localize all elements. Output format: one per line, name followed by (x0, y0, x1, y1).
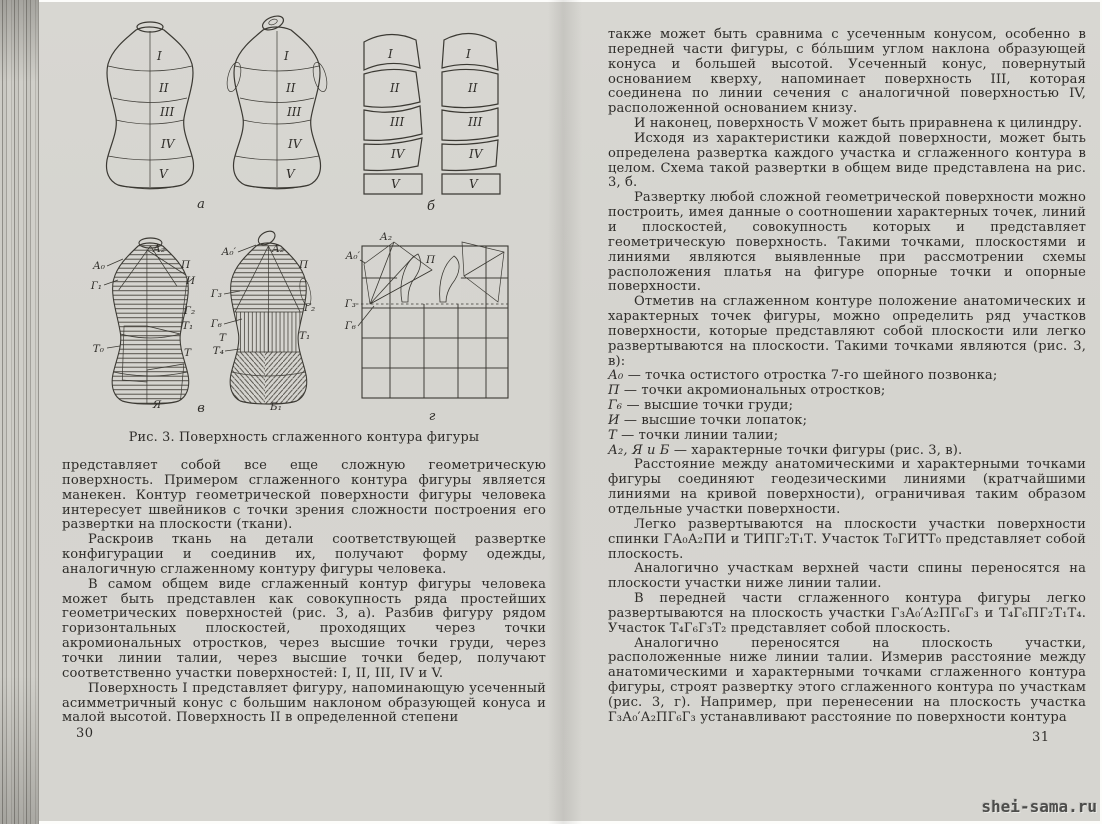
definition-item (608, 429, 1086, 444)
definition-term: Т (608, 427, 617, 443)
mannequin-v-back (108, 238, 192, 408)
definition-term: А₀ (608, 368, 624, 384)
figure-label: А₂ (271, 243, 285, 255)
definition-item (608, 444, 1086, 459)
watermark: shei-sama.ru (981, 797, 1097, 816)
figure-label: Т₀ (92, 343, 104, 355)
figure-label: Г₂ (304, 302, 316, 314)
figure-label: Т (218, 332, 226, 344)
figure-label: Т (184, 347, 192, 359)
paragraph: Отметив на сглаженном контуре положение анатомических и характерных точек фигуры, можно определить ряд участков поверхности, которые представляют собой плоскости или легко развертываются на плоскости. Такими точками являются (рис. 3, в): (608, 294, 1086, 369)
figure-group-label-a: а (197, 197, 205, 212)
figure-label: II (159, 81, 169, 95)
pattern-pieces-right-column (442, 33, 500, 194)
figure-label: Я (152, 399, 162, 411)
figure-label: А₀ (92, 260, 105, 272)
figure-label: IV (288, 137, 302, 151)
figure-label: IV (391, 147, 405, 161)
definition-text: — точки линии талии; (616, 427, 779, 443)
figure-label: II (390, 81, 400, 95)
figure-label: Б₁ (270, 401, 282, 413)
figure-label: III (390, 115, 405, 129)
figure-label: Т₁ (299, 330, 311, 342)
figure-label: V (391, 177, 400, 191)
figure-3-drawing (60, 12, 560, 426)
figure-label: П (181, 259, 191, 271)
figure-label: А₀′ (345, 250, 360, 262)
definition-item (608, 369, 1086, 384)
figure-label: Г₁ (90, 280, 102, 292)
figure-label: II (286, 81, 296, 95)
paragraph: Раскроив ткань на детали соответствующей развертке конфигурации и соединив их, получают форму одежды, аналогичную сглаженному контуру фигуры человека. (62, 532, 546, 577)
figure-label: Г₆ (344, 320, 356, 332)
figure-label: III (160, 105, 175, 119)
figure-label: III (468, 115, 483, 129)
paragraph: Аналогично участкам верхней части спины переносятся на плоскости участки ниже линии талии. (608, 561, 1086, 592)
left-page (62, 12, 546, 726)
figure-label: V (286, 167, 295, 181)
definition-text: — точка остистого отростка 7-го шейного позвонка; (623, 368, 998, 384)
figure-caption: Рис. 3. Поверхность сглаженного контура фигуры (128, 430, 480, 445)
figure-label: V (469, 177, 478, 191)
paragraph: также может быть сравнима с усеченным конусом, особенно в передней части фигуры, с бо́льшим углом наклона образующей конуса и большей высотой. Усеченный конус, повернутый основанием кверху, напоминает поверхность III, которая соединена по линии сечения с аналогичной поверхностью IV, расположенной основанием книзу. (608, 27, 1086, 117)
definition-text: — точки акромиональных отростков; (619, 383, 886, 399)
paragraph: Развертку любой сложной геометрической поверхности можно построить, имея данные о соотношении характерных точек, линий и плоскостей, совокупность которых и представляет геометрическую поверхность. Такими точками, плоскостями и линиями являются выявленные при рассмотрении схемы расположения платья на фигуре опорные точки и опорные поверхности. (608, 190, 1086, 295)
paragraph: И наконец, поверхность V может быть приравнена к цилиндру. (634, 116, 1083, 132)
paragraph: Легко развертываются на плоскости участки поверхности спинки ГА₀А₂ПИ и ТИПГ₂Т₁Т. Участок Т₀ГИТТ₀ представляет собой плоскость. (608, 516, 1086, 562)
figure-label: III (287, 105, 302, 119)
figure-label: Т₁ (182, 320, 194, 332)
definition-text: — высшие точки лопаток; (619, 412, 808, 428)
mannequin-v-front (226, 228, 316, 410)
paragraph: Расстояние между анатомическими и характерными точками фигуры соединяют геодезическими линиями (кратчайшими линиями на кривой поверхности), ограничивая таким образом отдельные участки поверхности. (608, 457, 1086, 517)
page-number: 30 (76, 726, 94, 741)
figure-label: I (466, 47, 471, 61)
definition-term: И (608, 412, 620, 428)
paragraph: Поверхность I представляет фигуру, напоминающую усеченный асимметричный конус с большим наклоном образующей конуса и малой высотой. Поверхность II в определенной степени (62, 680, 546, 726)
figure-label: I (157, 49, 162, 63)
figure-group-label-v: в (197, 401, 205, 416)
mannequin-a-front (225, 13, 330, 189)
figure-label: V (159, 167, 168, 181)
figure-label: II (468, 81, 478, 95)
figure-illustration (60, 12, 560, 426)
definition-term: А₂, Я и Б (608, 442, 670, 458)
definition-item (608, 399, 1086, 414)
figure-label: А₂ (152, 243, 166, 255)
definition-item (608, 414, 1086, 429)
figure-label: IV (469, 147, 483, 161)
figure-label: IV (161, 137, 175, 151)
definition-list (608, 369, 1086, 458)
pattern-pieces-left-column (364, 34, 422, 194)
paragraph: В передней части сглаженного контура фигуры легко развертываются на плоскость участки Г₃А₀′А₂ПГ₆Г₃ и Т₄Г₆ПГ₂Т₁Т₄. Участок Т₄Г₆Г₃Т₂ представляет собой плоскость. (608, 591, 1086, 636)
figure-label: И (186, 275, 196, 287)
figure-label: П (426, 254, 436, 266)
definition-term: П (608, 383, 620, 399)
figure-label: Т₄ (212, 345, 224, 357)
definition-item (608, 384, 1086, 399)
figure-label: I (284, 49, 289, 63)
definition-text: — высшие точки груди; (622, 398, 794, 414)
figure-label: Г₂ (184, 305, 196, 317)
figure-label: А₂ (379, 231, 393, 243)
paragraph: представляет собой все еще сложную геометрическую поверхность. Примером сглаженного контура фигуры является манекен. Контур геометрической поверхности фигуры человека интересует швейников с точки зрения сложности построения его развертки на плоскости (ткани). (62, 458, 546, 533)
paragraph: Исходя из характеристики каждой поверхности, может быть определена развертка каждого участка и сглаженного контура в целом. Схема такой развертки в общем виде представлена на рис. 3, б. (608, 130, 1086, 191)
book-page-edges (0, 0, 39, 824)
right-page (608, 28, 1086, 726)
figure-label: А₀′ (221, 246, 236, 258)
figure-group-label-b: б (427, 199, 435, 214)
paragraph: В самом общем виде сглаженный контур фигуры человека может быть представлен как совокупность ряда простейших геометрических поверхностей (рис. 3, а). Разбив фигуру рядом горизонтальных плоскостей, проходящих через точки акромиональных отростков, через высшие точки груди, через точки линии талии, через высшие точки бедер, получают соответственно участки поверхностей: I, II, III, IV и V. (62, 576, 546, 681)
page-number: 31 (1032, 730, 1050, 745)
figure-label: Г₃ (210, 288, 222, 300)
mannequin-a-back (106, 22, 193, 189)
figure-label: П (299, 259, 309, 271)
paragraph: Аналогично переносятся на плоскость участки, расположенные ниже линии талии. Измерив расстояние между анатомическими и характерными точками сглаженного контура фигуры, строят развертку этого сглаженного контура по участкам (рис. 3, г). Например, при перенесении на плоскость участка Г₃А₀′А₂ПГ₆Г₃ устанавливают расстояние по поверхности контура (608, 635, 1086, 725)
figure-label: I (388, 47, 393, 61)
figure-group-label-g: г (428, 409, 436, 424)
definition-term: Г₆ (608, 398, 623, 414)
figure-label: Г₃ (344, 298, 356, 310)
figure-label: Г₆ (210, 318, 222, 330)
definition-text: — характерные точки фигуры (рис. 3, в). (669, 442, 963, 458)
